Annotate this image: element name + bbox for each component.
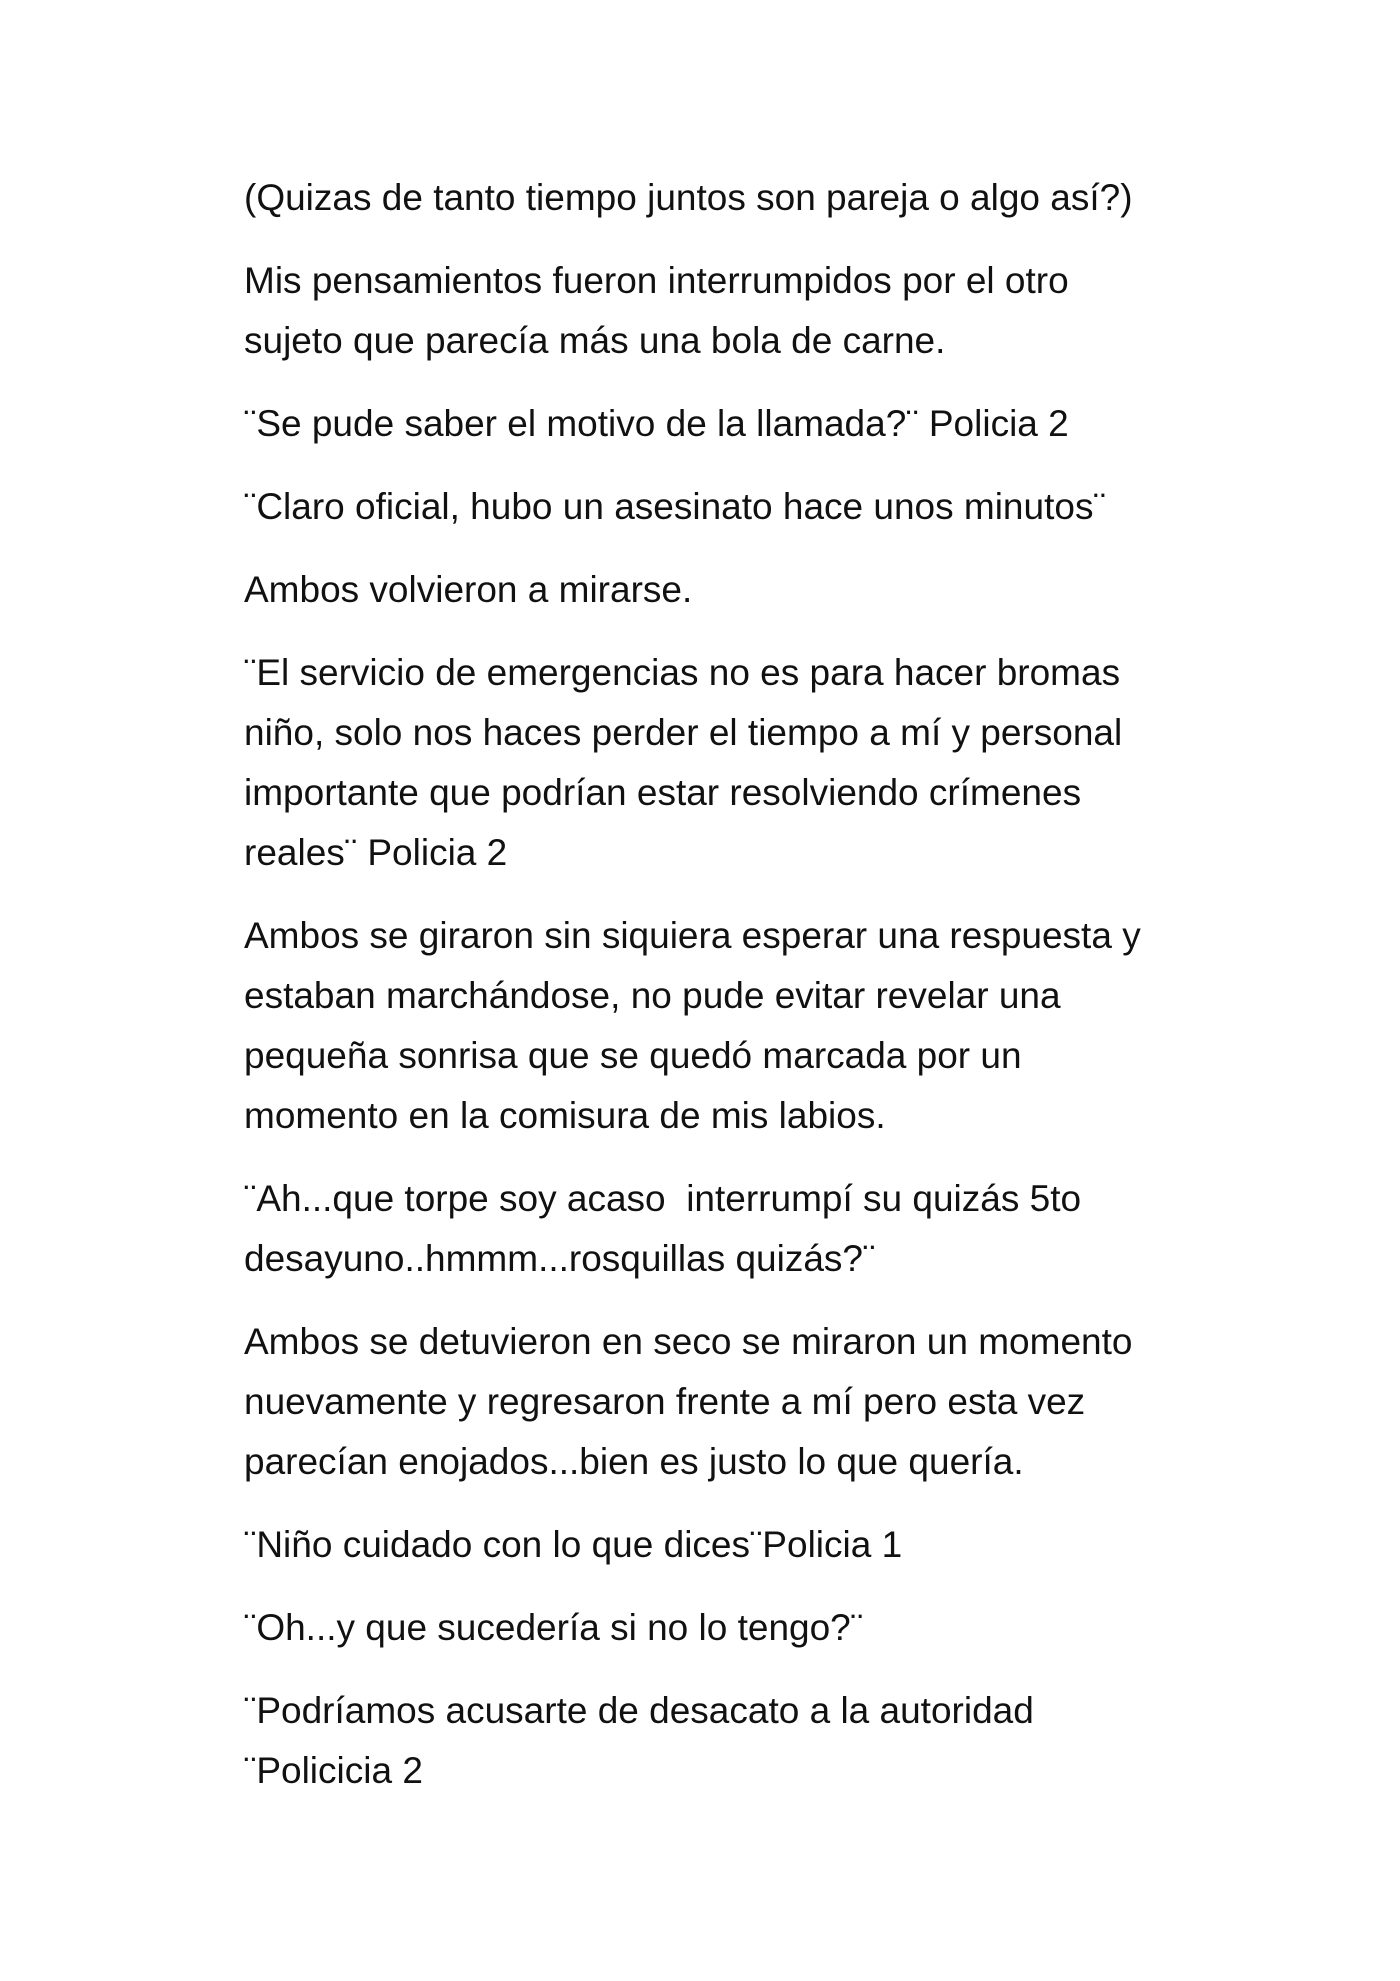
paragraph: (Quizas de tanto tiempo juntos son pareja o algo así?) xyxy=(244,177,1133,218)
paragraph: ¨Ah...que torpe soy acaso interrumpí su quizás 5to desayuno..hmmm...rosquillas quizás?¨ xyxy=(244,1178,1082,1279)
paragraph: Ambos se giraron sin siquiera esperar una respuesta y estaban marchándose, no pude evitar revelar una pequeña sonrisa que se quedó marcada por un momento en la comisura de mis labios. xyxy=(244,915,1141,1136)
paragraph: ¨Claro oficial, hubo un asesinato hace unos minutos¨ xyxy=(244,486,1106,527)
document-body xyxy=(244,168,1204,1824)
paragraph: ¨Niño cuidado con lo que dices¨Policia 1 xyxy=(244,1524,903,1565)
paragraph: Ambos volvieron a mirarse. xyxy=(244,569,693,610)
paragraph: ¨El servicio de emergencias no es para hacer bromas niño, solo nos haces perder el tiempo a mí y personal importante que podrían estar resolviendo crímenes reales¨ Policia 2 xyxy=(244,652,1123,873)
paragraph: ¨Se pude saber el motivo de la llamada?¨ Policia 2 xyxy=(244,403,1069,444)
paragraph: Mis pensamientos fueron interrumpidos por el otro sujeto que parecía más una bola de carne. xyxy=(244,260,1069,361)
paragraph: ¨Podríamos acusarte de desacato a la autoridad ¨Policicia 2 xyxy=(244,1690,1034,1791)
paragraph: ¨Oh...y que sucedería si no lo tengo?¨ xyxy=(244,1607,864,1648)
paragraph: Ambos se detuvieron en seco se miraron un momento nuevamente y regresaron frente a mí pero esta vez parecían enojados...bien es justo lo que quería. xyxy=(244,1321,1133,1482)
